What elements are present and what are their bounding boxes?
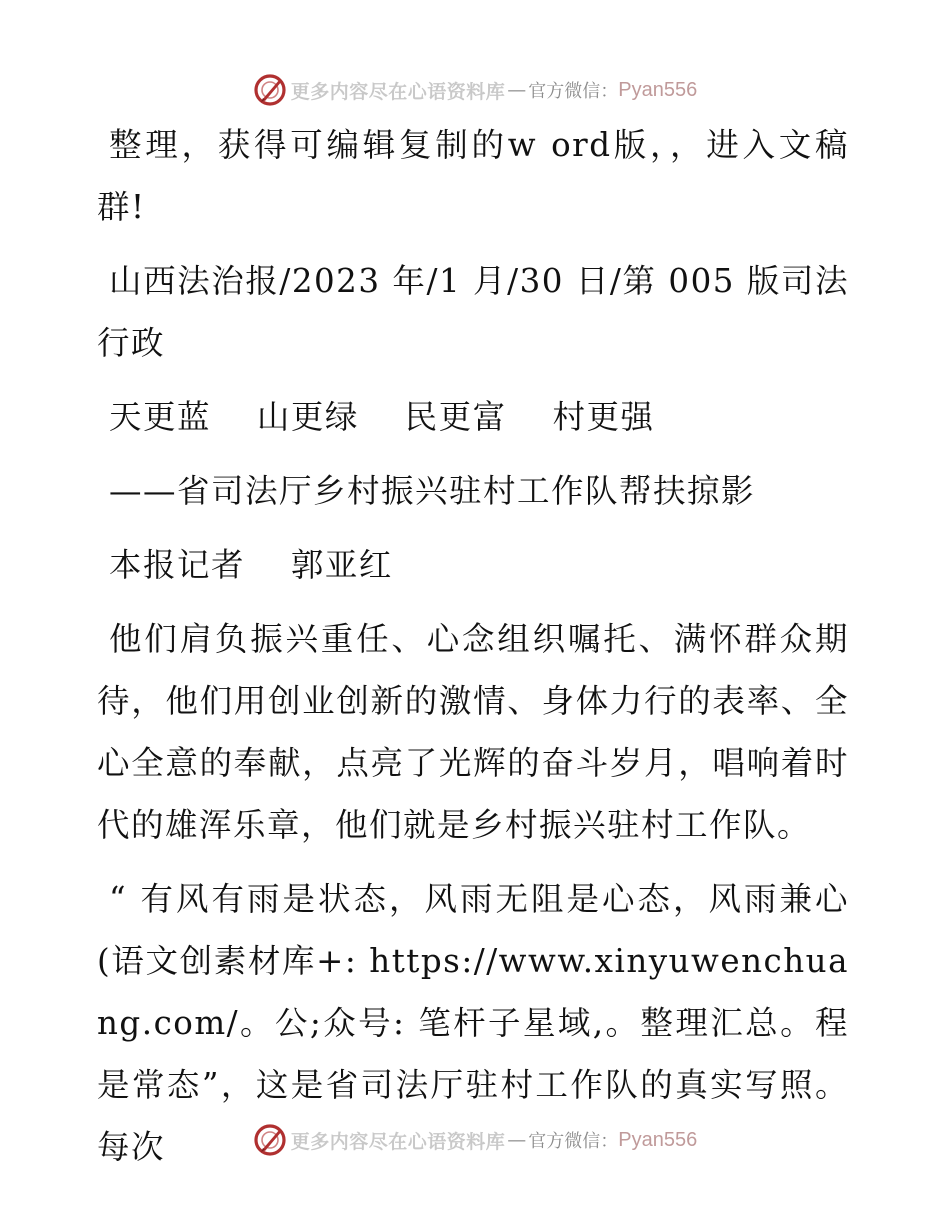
quill-seal-logo-icon bbox=[253, 73, 287, 107]
watermark-wechat-id: Pyan556 bbox=[618, 78, 698, 101]
article-subtitle: ——省司法厅乡村振兴驻村工作队帮扶掠影 bbox=[109, 472, 756, 510]
watermark-wechat-id: Pyan556 bbox=[618, 1128, 698, 1151]
paragraph-intro: 整理，获得可编辑复制的w ord版，，进入文稿群! bbox=[97, 126, 849, 226]
watermark-text: 更多内容尽在心语资料库 bbox=[290, 1130, 506, 1153]
article-title: 天更蓝 山更绿 民更富 村更强 bbox=[109, 398, 655, 436]
watermark-label: 官方微信： bbox=[528, 1131, 619, 1152]
paragraph-body-2: “ 有风有雨是状态，风雨无阻是心态，风雨兼心(语文创素材库+: https://www.xinyuwenchuang.com/。公;众号: 笔杆子星域,。整理汇总。程是常态”，这是省司法厅驻村工作队的真实写照。每次 bbox=[97, 880, 849, 1166]
footer-watermark bbox=[0, 1120, 950, 1160]
watermark-label: 官方微信： bbox=[528, 81, 619, 102]
watermark-separator: — bbox=[507, 1129, 527, 1151]
watermark-text: 更多内容尽在心语资料库 bbox=[290, 80, 506, 103]
header-watermark bbox=[0, 70, 950, 110]
quill-seal-logo-icon bbox=[253, 1123, 287, 1157]
article-byline: 本报记者 郭亚红 bbox=[109, 546, 393, 584]
paragraph-source: 山西法治报/2023 年/1 月/30 日/第 005 版司法行政 bbox=[97, 262, 849, 362]
watermark-separator: — bbox=[507, 79, 527, 101]
document-body bbox=[97, 114, 849, 1190]
paragraph-body-1: 他们肩负振兴重任、心念组织嘱托、满怀群众期待，他们用创业创新的激情、身体力行的表率、全心全意的奉献，点亮了光辉的奋斗岁月，唱响着时代的雄浑乐章，他们就是乡村振兴驻村工作队。 bbox=[97, 620, 849, 844]
